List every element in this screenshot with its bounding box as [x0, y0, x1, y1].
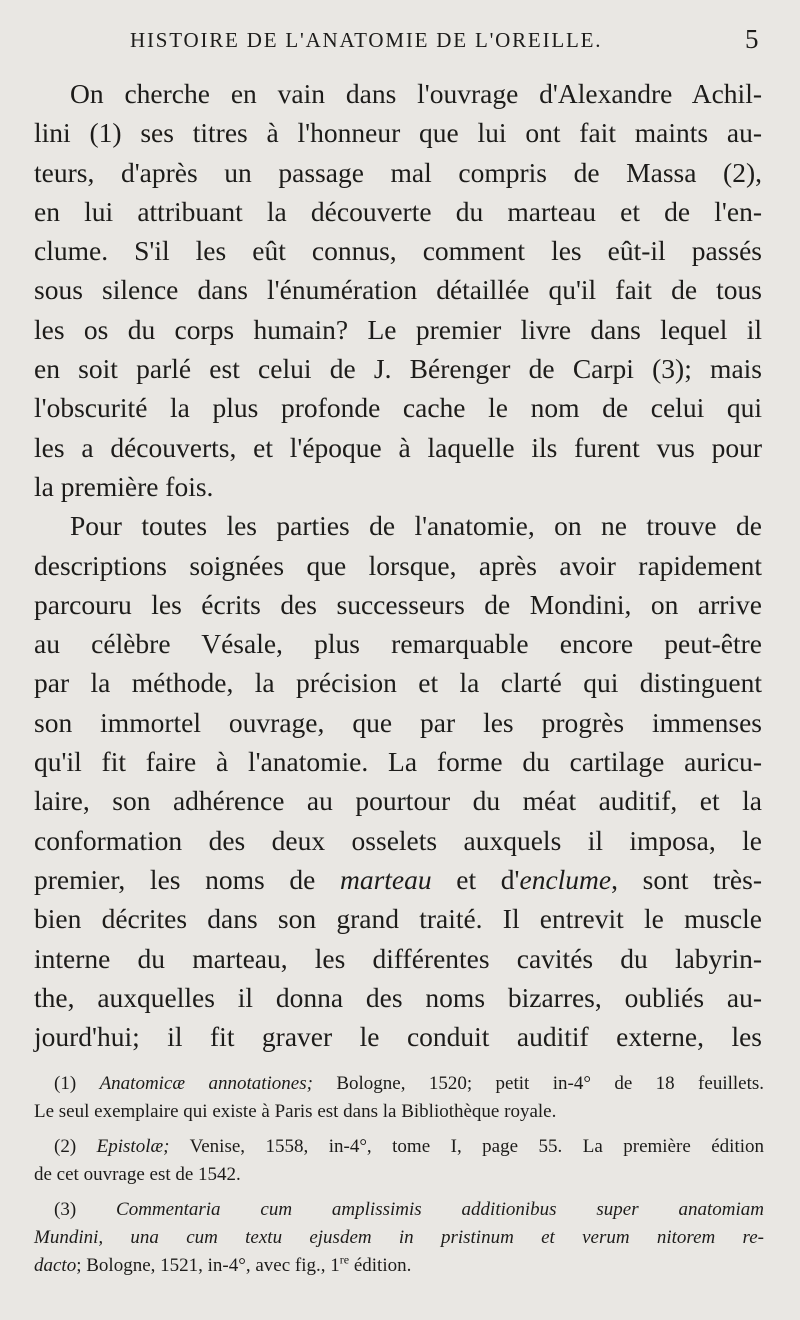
- italic-term-marteau: marteau: [339, 863, 432, 895]
- footnote-title: Commentaria cum amplissimis additionibus super anatomiam: [116, 1199, 765, 1220]
- header-title: HISTOIRE DE L'ANATOMIE DE L'OREILLE.: [130, 28, 603, 52]
- footnote-marker: (2): [54, 1136, 77, 1157]
- page-number: 5: [745, 24, 760, 54]
- text-line: par la méthode, la précision et la clarté qui distinguent: [34, 667, 762, 699]
- footnote-text: Venise, 1558, in-4°, tome I, page 55. La première édition: [169, 1136, 764, 1157]
- text-line: descriptions soignées que lorsque, après avoir rapidement: [34, 549, 762, 581]
- text-line: sous silence dans l'énumération détaillée qu'il fait de tous: [34, 274, 762, 306]
- footnote-line: Le seul exemplaire qui existe à Paris est dans la Bibliothèque royale.: [34, 1101, 557, 1122]
- superscript: re: [339, 1252, 350, 1267]
- text-line: bien décrites dans son grand traité. Il entrevit le muscle: [34, 903, 762, 935]
- footnote-1: [34, 1070, 764, 1126]
- text-line: teurs, d'après un passage mal compris de Massa (2),: [34, 156, 762, 188]
- text-segment: , sont très-: [611, 863, 762, 895]
- text-line: lini (1) ses titres à l'honneur que lui ont fait maints au-: [34, 117, 762, 149]
- text-line: l'obscurité la plus profonde cache le nom de celui qui: [34, 392, 762, 424]
- italic-term-enclume: enclume: [519, 863, 612, 895]
- footnote-title: Mundini, una cum textu ejusdem in pristinum et verum nitorem re-: [34, 1227, 764, 1248]
- text-line: parcouru les écrits des successeurs de Mondini, on arrive: [34, 588, 762, 620]
- running-header: [130, 24, 760, 58]
- text-line: jourd'hui; il fit graver le conduit auditif externe, les: [34, 1021, 762, 1053]
- footnote-line: [34, 1070, 764, 1098]
- footnote-marker: (1): [54, 1073, 77, 1094]
- footnote-title: Epistolæ;: [96, 1136, 170, 1157]
- text-line: les a découverts, et l'époque à laquelle ils furent vus pour: [34, 431, 762, 463]
- footnote-line: de cet ouvrage est de 1542.: [34, 1164, 241, 1185]
- footnote-line: [34, 1133, 764, 1161]
- text-line: son immortel ouvrage, que par les progrès immenses: [34, 706, 762, 738]
- footnote-text: ; Bologne, 1521, in-4°, avec fig., 1: [76, 1255, 340, 1276]
- text-segment: premier, les noms de: [34, 863, 340, 895]
- text-line: conformation des deux osselets auxquels il imposa, le: [34, 824, 762, 856]
- text-line-with-italics: [34, 860, 762, 899]
- text-line: clume. S'il les eût connus, comment les eût-il passés: [34, 235, 762, 267]
- footnote-text: édition.: [349, 1255, 412, 1276]
- text-line: the, auxquelles il donna des noms bizarres, oubliés au-: [34, 981, 762, 1013]
- text-line: les os du corps humain? Le premier livre dans lequel il: [34, 313, 762, 345]
- footnote-3: [34, 1196, 764, 1280]
- footnote-marker: (3): [54, 1199, 77, 1220]
- footnote-title: Anatomicæ annotationes;: [99, 1073, 313, 1094]
- footnotes: [34, 1070, 764, 1287]
- text-line: Pour toutes les parties de l'anatomie, on ne trouve de: [70, 510, 762, 542]
- text-segment: et d': [431, 863, 520, 895]
- paragraph-1: [34, 74, 762, 506]
- text-line: en lui attribuant la découverte du marteau et de l'en-: [34, 195, 762, 227]
- paragraph-2: [34, 506, 762, 1056]
- text-line: interne du marteau, les différentes cavités du labyrin-: [34, 942, 762, 974]
- footnote-text: Bologne, 1520; petit in-4° de 18 feuillets.: [312, 1073, 765, 1094]
- footnote-2: [34, 1133, 764, 1189]
- text-line: la première fois.: [34, 470, 214, 502]
- footnote-title: dacto: [34, 1255, 77, 1276]
- text-line: qu'il fit faire à l'anatomie. La forme du cartilage auricu-: [34, 746, 762, 778]
- text-line: au célèbre Vésale, plus remarquable encore peut-être: [34, 628, 762, 660]
- main-text: [34, 74, 762, 1056]
- footnote-line: [34, 1196, 764, 1224]
- text-line: On cherche en vain dans l'ouvrage d'Alexandre Achil-: [70, 78, 762, 109]
- footnote-line: [34, 1224, 764, 1252]
- footnote-line: [34, 1252, 764, 1280]
- text-line: en soit parlé est celui de J. Bérenger de Carpi (3); mais: [34, 353, 762, 385]
- text-line: laire, son adhérence au pourtour du méat auditif, et la: [34, 785, 762, 817]
